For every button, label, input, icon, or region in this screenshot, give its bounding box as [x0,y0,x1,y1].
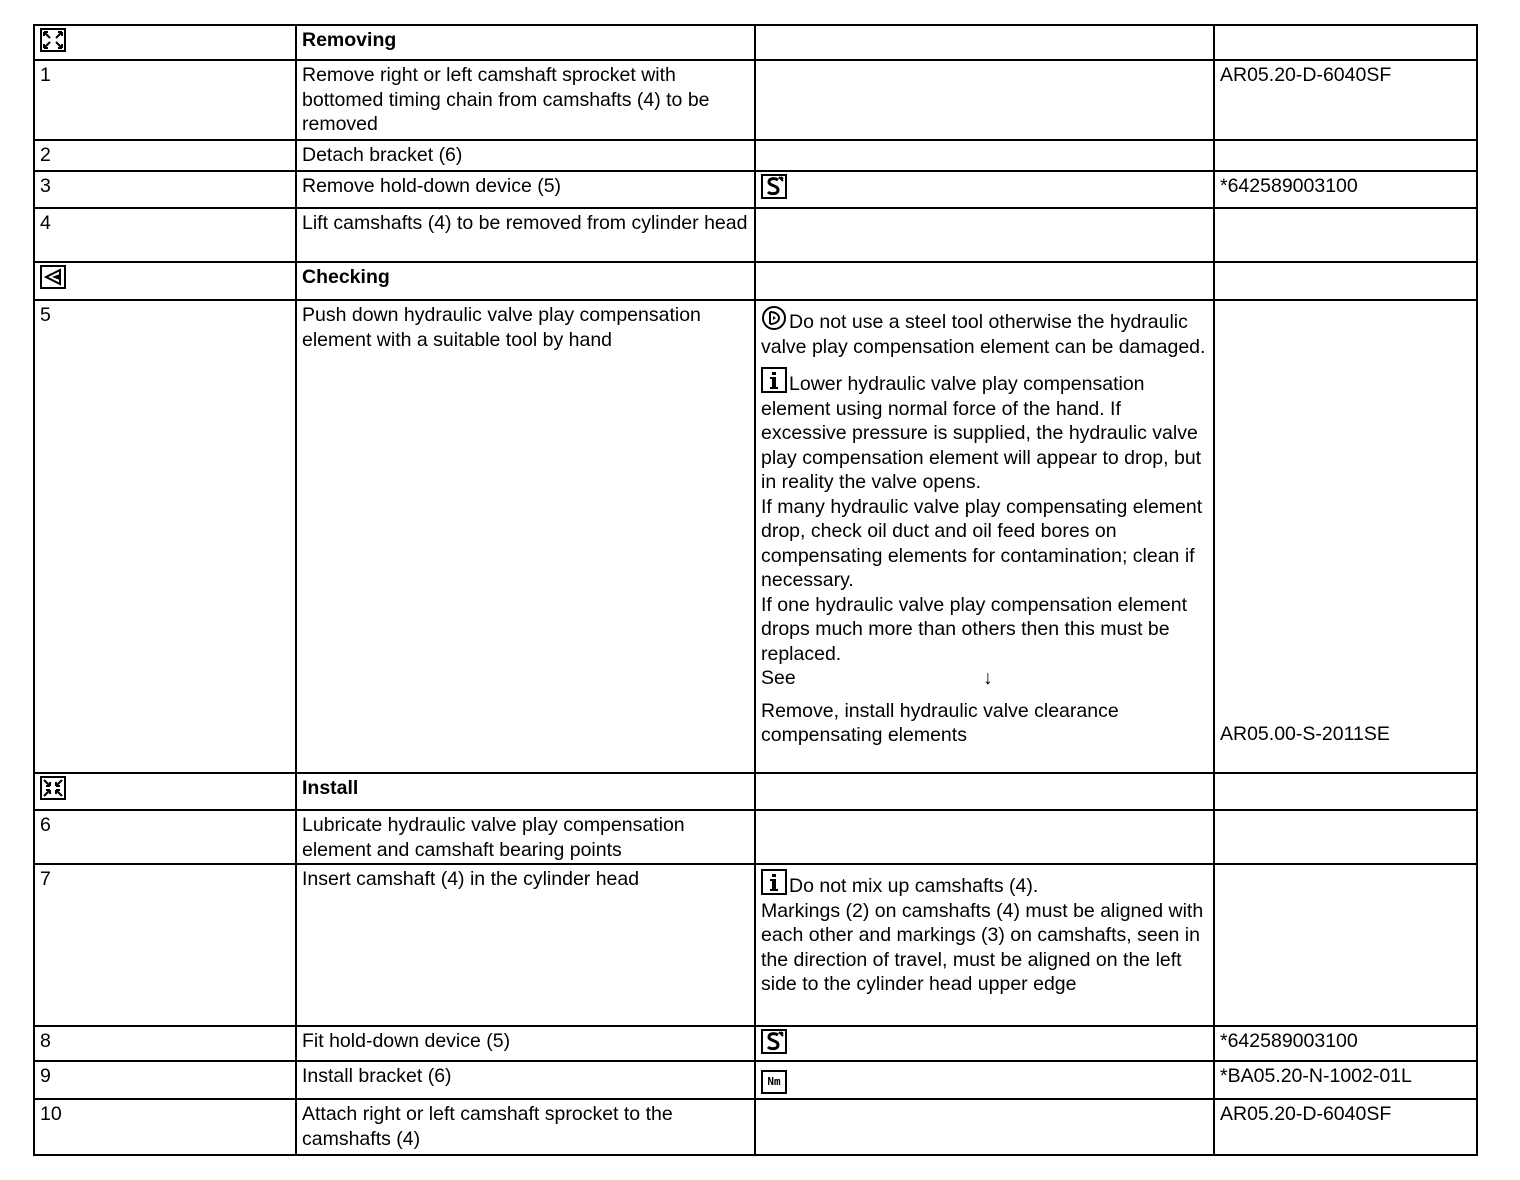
step-number: 9 [34,1061,296,1099]
procedure-table [33,24,1478,1156]
step-text: Detach bracket (6) [296,140,755,171]
cell-reference [1214,262,1477,300]
table-row [34,1061,1477,1099]
step-text: Lubricate hydraulic valve play compensation element and camshaft bearing points [296,810,755,864]
step-text: Push down hydraulic valve play compensation element with a suitable tool by hand [296,300,755,773]
reference-link[interactable]: AR05.20-D-6040SF [1214,1099,1477,1155]
cell-notes [755,1061,1214,1099]
cell-notes [755,1026,1214,1061]
step-text: Remove hold-down device (5) [296,171,755,208]
down-arrow-icon: ↓ [983,667,993,689]
table-row [34,171,1477,208]
step-number: 2 [34,140,296,171]
cell-notes [755,773,1214,810]
info-text: Lower hydraulic valve play compensation element using normal force of the hand. If excessive pressure is supplied, the hydraulic valve play compensation element will appear to drop, but in reality the valve opens. [761,373,1202,493]
step-number: 5 [34,300,296,773]
cell-reference [1214,810,1477,864]
cell-notes [755,140,1214,171]
table-row [34,60,1477,140]
info-icon [761,869,787,895]
cell-reference [1214,25,1477,60]
table-row [34,864,1477,1026]
step-number: 7 [34,864,296,1026]
step-text: Fit hold-down device (5) [296,1026,755,1061]
cell-notes [755,864,1214,1026]
special-tool-icon[interactable] [761,174,787,199]
cell-reference [1214,140,1477,171]
cell-reference [1214,864,1477,1026]
table-row [34,208,1477,262]
table-row [34,810,1477,864]
cell-reference [1214,773,1477,810]
remove-install-icon [40,28,66,52]
step-text: Attach right or left camshaft sprocket to the camshafts (4) [296,1099,755,1155]
cell-notes [755,208,1214,262]
torque-nm-icon[interactable]: Nm [761,1070,787,1094]
cell-notes [755,171,1214,208]
cell-step [34,773,296,810]
checking-icon [40,265,66,289]
reference-link[interactable]: AR05.20-D-6040SF [1214,60,1477,140]
reference-link[interactable]: *642589003100 [1214,1026,1477,1061]
caution-icon [761,305,787,331]
caution-text: Do not use a steel tool otherwise the hydraulic valve play compensation element can be damaged. [761,311,1206,358]
info-text: Do not mix up camshafts (4). [789,875,1039,897]
cell-step [34,262,296,300]
table-row-install-header [34,773,1477,810]
table-row [34,300,1477,773]
info-note [761,869,1208,997]
table-row [34,1026,1477,1061]
section-title: Install [296,773,755,810]
info-text: Markings (2) on camshafts (4) must be aligned with each other and markings (3) on camshafts, seen in the direction of travel, must be aligned on the left side to the cylinder head upper edge [761,899,1204,995]
step-number: 10 [34,1099,296,1155]
step-number: 8 [34,1026,296,1061]
cell-notes [755,25,1214,60]
info-note [761,367,1208,748]
cell-reference [1214,208,1477,262]
step-number: 3 [34,171,296,208]
cell-reference [1214,300,1477,773]
info-text: If one hydraulic valve play compensation element drops much more than others then this must be replaced. [761,593,1187,665]
remove-install-icon [40,776,66,800]
reference-link[interactable]: AR05.00-S-2011SE [1220,723,1390,745]
see-row [761,666,1208,691]
cell-notes [755,1099,1214,1155]
step-text: Lift camshafts (4) to be removed from cylinder head [296,208,755,262]
info-text: If many hydraulic valve play compensating element drop, check oil duct and oil feed bores on compensating elements for contamination; clean if necessary. [761,495,1203,591]
cell-notes [755,262,1214,300]
reference-link[interactable]: *642589003100 [1214,171,1477,208]
step-text: Remove right or left camshaft sprocket with bottomed timing chain from camshafts (4) to be removed [296,60,755,140]
cell-notes [755,60,1214,140]
table-row-removing-header [34,25,1477,60]
step-number: 4 [34,208,296,262]
info-icon [761,367,787,393]
table-row [34,1099,1477,1155]
see-label: See [761,667,796,689]
table-row [34,140,1477,171]
caution-note [761,305,1208,359]
reference-link[interactable]: *BA05.20-N-1002-01L [1214,1061,1477,1099]
step-text: Install bracket (6) [296,1061,755,1099]
cell-notes [755,810,1214,864]
special-tool-icon[interactable] [761,1029,787,1054]
section-title: Checking [296,262,755,300]
step-text: Insert camshaft (4) in the cylinder head [296,864,755,1026]
see-target-link[interactable]: Remove, install hydraulic valve clearance compensating elements [761,699,1119,746]
cell-notes [755,300,1214,773]
step-number: 6 [34,810,296,864]
section-title: Removing [296,25,755,60]
cell-step [34,25,296,60]
step-number: 1 [34,60,296,140]
table-row-checking-header [34,262,1477,300]
